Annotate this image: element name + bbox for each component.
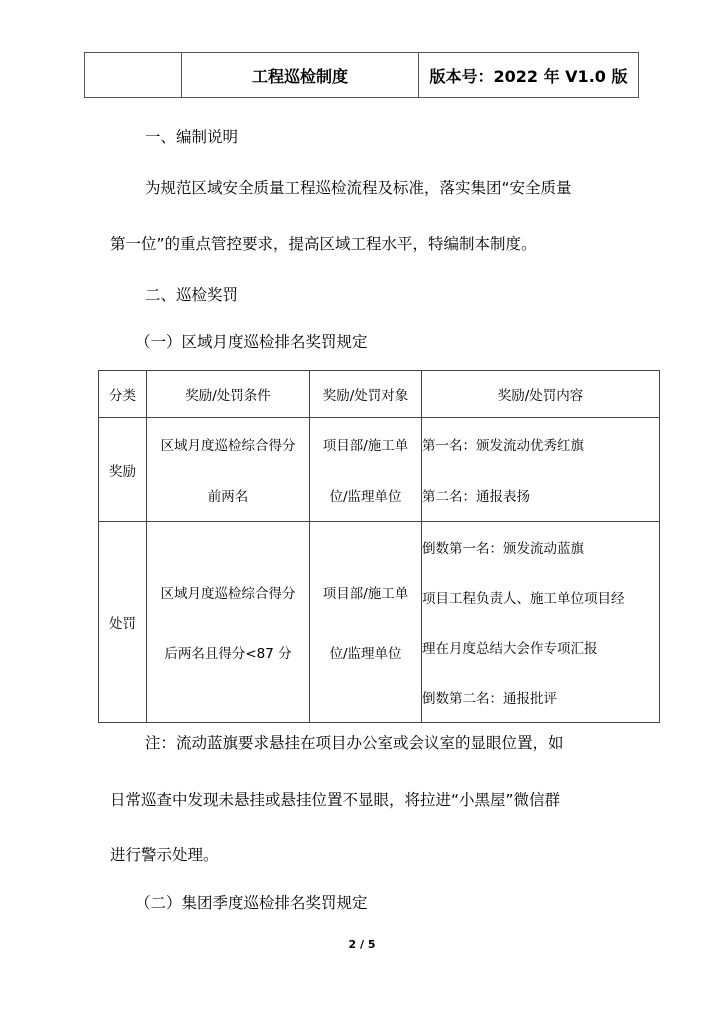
table-row-reward — [99, 418, 660, 522]
penalty-target-line1: 项目部/施工单 — [322, 586, 409, 602]
section1-para-line1: 为规范区域安全质量工程巡检流程及标准，落实集团“安全质量 — [145, 179, 572, 197]
page-number: 2 / 5 — [348, 938, 376, 951]
note-line2: 日常巡查中发现未悬挂或悬挂位置不显眼，将拉进“小黑屋”微信群 — [110, 791, 561, 809]
subsection1-heading: （一）区域月度巡检排名奖罚规定 — [135, 333, 368, 351]
subsection2-heading: （二）集团季度巡检排名奖罚规定 — [135, 894, 368, 912]
document-title: 工程巡检制度 — [182, 53, 419, 97]
penalty-target-line2: 位/监理单位 — [329, 646, 402, 662]
note-line1: 注：流动蓝旗要求悬挂在项目办公室或会议室的显眼位置，如 — [145, 734, 564, 752]
penalty-condition-line1: 区域月度巡检综合得分 — [160, 586, 296, 602]
document-header-table — [84, 52, 639, 98]
reward-condition — [147, 418, 310, 522]
section1-heading: 一、编制说明 — [145, 128, 239, 146]
penalty-content-line4: 倒数第二名：通报批评 — [422, 691, 557, 707]
penalty-target — [310, 522, 422, 723]
penalty-category: 处罚 — [99, 522, 147, 723]
penalty-condition-line2: 后两名且得分<87 分 — [164, 646, 292, 662]
section1-para-line2: 第一位”的重点管控要求，提高区域工程水平，特编制本制度。 — [110, 235, 537, 253]
reward-target-line1: 项目部/施工单 — [322, 437, 409, 454]
header-content: 奖励/处罚内容 — [422, 371, 660, 418]
reward-condition-line2: 前两名 — [207, 489, 249, 506]
header-logo-cell — [85, 53, 182, 97]
header-condition: 奖励/处罚条件 — [147, 371, 310, 418]
reward-content — [422, 418, 660, 522]
penalty-content — [422, 522, 660, 723]
penalty-content-line1: 倒数第一名：颁发流动蓝旗 — [422, 541, 584, 557]
header-category: 分类 — [99, 371, 147, 418]
section2-heading: 二、巡检奖罚 — [145, 286, 239, 304]
reward-category: 奖励 — [99, 418, 147, 522]
penalty-content-line2: 项目工程负责人、施工单位项目经 — [422, 591, 625, 607]
reward-content-line1: 第一名：颁发流动优秀红旗 — [422, 437, 584, 454]
table-row-penalty — [99, 522, 660, 723]
document-version: 版本号：2022 年 V1.0 版 — [429, 66, 628, 86]
table-header-row — [99, 371, 660, 418]
reward-target-line2: 位/监理单位 — [329, 489, 402, 506]
note-line3: 进行警示处理。 — [110, 846, 219, 864]
reward-penalty-table — [98, 370, 660, 723]
penalty-content-line3: 理在月度总结大会作专项汇报 — [422, 641, 598, 657]
header-target: 奖励/处罚对象 — [310, 371, 422, 418]
reward-content-line2: 第二名：通报表扬 — [422, 489, 530, 506]
reward-condition-line1: 区域月度巡检综合得分 — [160, 437, 296, 454]
reward-target — [310, 418, 422, 522]
penalty-condition — [147, 522, 310, 723]
